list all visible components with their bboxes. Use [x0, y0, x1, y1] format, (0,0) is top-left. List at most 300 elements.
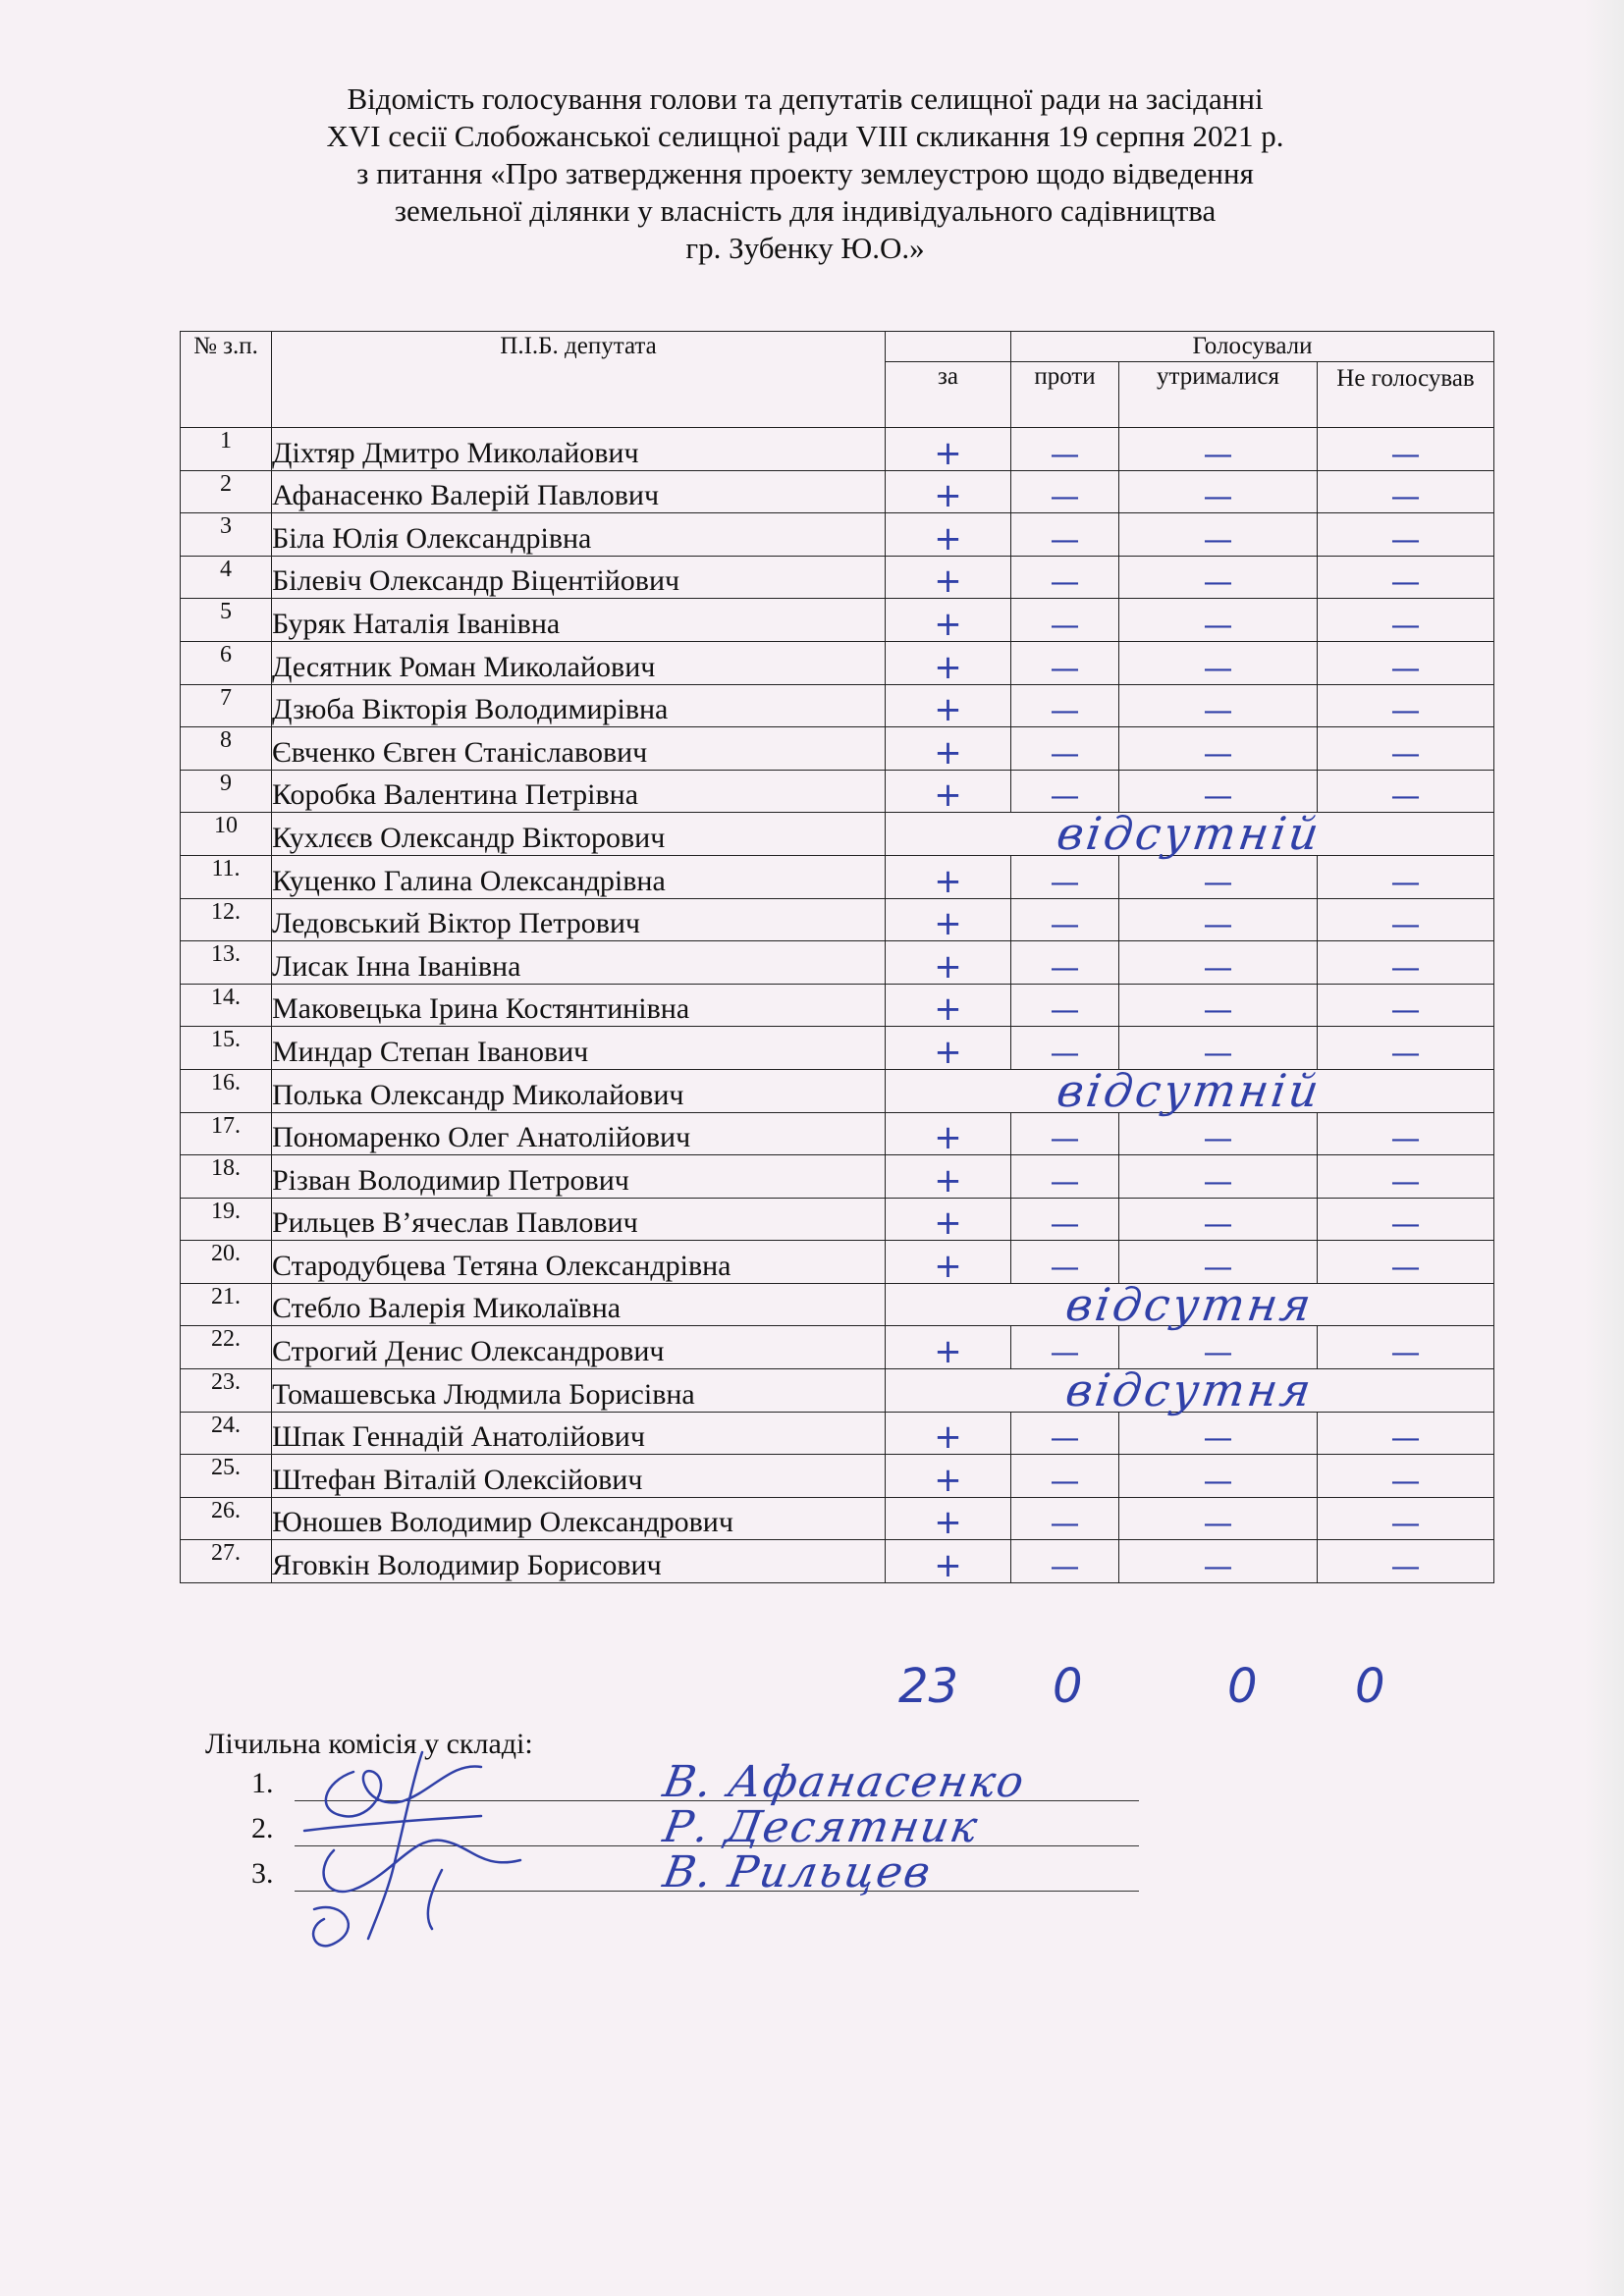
vote-za-cell — [886, 1455, 1011, 1498]
vote-za-cell — [886, 1540, 1011, 1586]
vote-proty-cell — [1011, 1155, 1119, 1199]
deputy-name: Полька Олександр Миколайович — [272, 1069, 886, 1112]
vote-proty-mark: — — [1050, 1336, 1080, 1371]
vote-utrymalysia-cell — [1119, 1241, 1318, 1284]
vote-proty-cell — [1011, 1412, 1119, 1455]
header-za: за — [886, 362, 1011, 428]
table-row — [181, 727, 1494, 771]
vote-ne-holosuvav-mark: — — [1390, 565, 1421, 601]
row-number: 25. — [181, 1455, 272, 1498]
vote-utrymalysia-cell — [1119, 470, 1318, 513]
vote-proty-mark: — — [1050, 1207, 1080, 1243]
row-number: 21. — [181, 1283, 272, 1326]
table-row — [181, 1369, 1494, 1413]
vote-za-mark: + — [934, 1546, 962, 1586]
vote-za-cell — [886, 1241, 1011, 1284]
vote-proty-mark: — — [1050, 736, 1080, 772]
vote-proty-mark: — — [1050, 950, 1080, 986]
absent-cell — [886, 1277, 1494, 1331]
vote-za-mark: + — [934, 604, 962, 644]
vote-ne-holosuvav-cell — [1318, 1412, 1494, 1455]
table-row — [181, 1412, 1494, 1455]
vote-proty-cell — [1011, 1455, 1119, 1498]
vote-utrymalysia-mark: — — [1203, 608, 1233, 643]
vote-ne-holosuvav-cell — [1318, 941, 1494, 985]
row-number: 24. — [181, 1412, 272, 1455]
vote-utrymalysia-cell — [1119, 556, 1318, 599]
vote-ne-holosuvav-mark: — — [1390, 1421, 1421, 1457]
vote-utrymalysia-mark: — — [1203, 1250, 1233, 1285]
vote-proty-mark: — — [1050, 1464, 1080, 1499]
commission-member-2 — [251, 1802, 983, 1852]
deputy-name: Різван Володимир Петрович — [272, 1155, 886, 1199]
vote-utrymalysia-mark: — — [1203, 865, 1233, 900]
vote-proty-cell — [1011, 599, 1119, 642]
vote-za-mark: + — [934, 1503, 962, 1543]
member-number: 2. — [251, 1812, 274, 1844]
vote-utrymalysia-mark: — — [1203, 694, 1233, 729]
deputy-name: Миндар Степан Іванович — [272, 1027, 886, 1070]
deputy-name: Томашевська Людмила Борисівна — [272, 1369, 886, 1413]
vote-utrymalysia-cell — [1119, 1027, 1318, 1070]
vote-za-cell — [886, 641, 1011, 687]
page-edge-shadow — [1585, 0, 1624, 2296]
vote-za-cell — [886, 1326, 1011, 1372]
vote-utrymalysia-mark: — — [1203, 480, 1233, 515]
member-signature-name: В. Рильцев — [659, 1847, 937, 1897]
deputy-name: Стародубцева Тетяна Олександрівна — [272, 1241, 886, 1284]
vote-za-mark: + — [934, 1417, 962, 1458]
vote-utrymalysia-mark: — — [1203, 950, 1233, 986]
vote-ne-holosuvav-cell — [1318, 1198, 1494, 1241]
vote-za-cell — [886, 470, 1011, 516]
vote-ne-holosuvav-mark: — — [1390, 608, 1421, 643]
vote-proty-cell — [1011, 727, 1119, 771]
table-row — [181, 1540, 1494, 1583]
commission-label: Лічильна комісія у складі: — [205, 1728, 533, 1760]
vote-proty-mark: — — [1050, 1550, 1080, 1585]
table-row — [181, 470, 1494, 513]
vote-proty-cell — [1011, 428, 1119, 471]
deputy-name: Лисак Інна Іванівна — [272, 941, 886, 985]
vote-utrymalysia-cell — [1119, 1198, 1318, 1241]
row-number: 17. — [181, 1112, 272, 1155]
vote-proty-cell — [1011, 984, 1119, 1027]
table-row — [181, 641, 1494, 684]
row-number: 2 — [181, 470, 272, 513]
row-number: 22. — [181, 1326, 272, 1369]
vote-ne-holosuvav-cell — [1318, 984, 1494, 1027]
vote-proty-mark: — — [1050, 437, 1080, 472]
row-number: 16. — [181, 1069, 272, 1112]
vote-ne-holosuvav-mark: — — [1390, 1164, 1421, 1200]
table-row — [181, 1241, 1494, 1284]
vote-proty-cell — [1011, 1540, 1119, 1583]
vote-utrymalysia-cell — [1119, 1455, 1318, 1498]
vote-utrymalysia-cell — [1119, 898, 1318, 941]
row-number: 8 — [181, 727, 272, 771]
table-row — [181, 684, 1494, 727]
table-row — [181, 599, 1494, 642]
vote-za-mark: + — [934, 861, 962, 901]
header-number: № з.п. — [181, 332, 272, 428]
vote-za-mark: + — [934, 1332, 962, 1372]
vote-ne-holosuvav-cell — [1318, 1540, 1494, 1583]
table-row — [181, 1198, 1494, 1241]
vote-utrymalysia-cell — [1119, 1412, 1318, 1455]
table-row — [181, 1069, 1494, 1112]
vote-za-cell — [886, 513, 1011, 557]
vote-ne-holosuvav-mark: — — [1390, 1550, 1421, 1585]
row-number: 4 — [181, 556, 272, 599]
absent-note: відсутня — [1061, 1362, 1318, 1416]
vote-proty-cell — [1011, 513, 1119, 557]
vote-proty-cell — [1011, 1241, 1119, 1284]
vote-proty-cell — [1011, 1198, 1119, 1241]
absent-cell — [886, 807, 1494, 861]
row-number: 26. — [181, 1497, 272, 1540]
vote-ne-holosuvav-cell — [1318, 470, 1494, 513]
vote-ne-holosuvav-cell — [1318, 855, 1494, 898]
row-number: 11. — [181, 855, 272, 898]
vote-ne-holosuvav-mark: — — [1390, 1507, 1421, 1542]
vote-ne-holosuvav-cell — [1318, 1455, 1494, 1498]
vote-utrymalysia-mark: — — [1203, 522, 1233, 558]
vote-ne-holosuvav-mark: — — [1390, 522, 1421, 558]
vote-ne-holosuvav-cell — [1318, 898, 1494, 941]
member-signature-name: В. Афанасенко — [659, 1757, 1030, 1807]
total-za: 23 — [898, 1659, 959, 1714]
header-ne-holosuvav: Не голосував — [1318, 362, 1494, 428]
vote-za-mark: + — [934, 561, 962, 602]
vote-utrymalysia-cell — [1119, 428, 1318, 471]
vote-utrymalysia-mark: — — [1203, 565, 1233, 601]
vote-proty-mark: — — [1050, 1164, 1080, 1200]
vote-utrymalysia-mark: — — [1203, 736, 1233, 772]
absent-cell — [886, 1362, 1494, 1416]
vote-ne-holosuvav-cell — [1318, 684, 1494, 727]
vote-ne-holosuvav-mark: — — [1390, 480, 1421, 515]
vote-za-cell — [886, 684, 1011, 730]
vote-proty-cell — [1011, 1497, 1119, 1540]
vote-proty-cell — [1011, 941, 1119, 985]
deputy-name: Пономаренко Олег Анатолійович — [272, 1112, 886, 1155]
header-blank — [886, 332, 1011, 362]
vote-za-mark: + — [934, 1032, 962, 1072]
table-row — [181, 1155, 1494, 1199]
voting-table-body — [181, 428, 1494, 1586]
vote-proty-cell — [1011, 470, 1119, 513]
row-number: 23. — [181, 1369, 272, 1413]
header-utrymalysia: утрималися — [1119, 362, 1318, 428]
vote-utrymalysia-cell — [1119, 855, 1318, 898]
vote-utrymalysia-cell — [1119, 941, 1318, 985]
title-line-2: XVI сесії Слобожанської селищної ради VIII скликання 19 серпня 2021 р. — [326, 119, 1284, 153]
vote-ne-holosuvav-mark: — — [1390, 651, 1421, 686]
vote-ne-holosuvav-mark: — — [1390, 736, 1421, 772]
vote-ne-holosuvav-mark: — — [1390, 1207, 1421, 1243]
totals-row — [0, 1659, 1624, 1718]
vote-proty-cell — [1011, 898, 1119, 941]
vote-za-cell — [886, 855, 1011, 901]
vote-proty-mark: — — [1050, 694, 1080, 729]
row-number: 12. — [181, 898, 272, 941]
row-number: 15. — [181, 1027, 272, 1070]
vote-ne-holosuvav-mark: — — [1390, 1036, 1421, 1071]
vote-za-mark: + — [934, 690, 962, 730]
handwritten-signatures-icon — [285, 1742, 560, 1958]
deputy-name: Строгий Денис Олександрович — [272, 1326, 886, 1369]
vote-proty-mark: — — [1050, 480, 1080, 515]
member-number: 3. — [251, 1857, 274, 1890]
vote-ne-holosuvav-cell — [1318, 1027, 1494, 1070]
vote-utrymalysia-cell — [1119, 641, 1318, 684]
vote-za-cell — [886, 770, 1011, 816]
title-line-1: Відомість голосування голови та депутатів селищної ради на засіданні — [347, 81, 1264, 116]
row-number: 1 — [181, 428, 272, 471]
vote-za-cell — [886, 1155, 1011, 1199]
vote-utrymalysia-mark: — — [1203, 1164, 1233, 1200]
table-row — [181, 941, 1494, 985]
vote-za-mark: + — [934, 1246, 962, 1286]
vote-proty-mark: — — [1050, 522, 1080, 558]
title-line-5: гр. Зубенку Ю.О.» — [685, 231, 925, 265]
vote-utrymalysia-mark: — — [1203, 1550, 1233, 1585]
vote-za-cell — [886, 556, 1011, 602]
vote-utrymalysia-mark: — — [1203, 908, 1233, 943]
table-row — [181, 428, 1494, 471]
deputy-name: Євченко Євген Станіславович — [272, 727, 886, 771]
vote-za-mark: + — [934, 476, 962, 516]
absent-cell — [886, 1063, 1494, 1117]
absent-note: відсутній — [1054, 1063, 1326, 1117]
member-number: 1. — [251, 1767, 274, 1799]
table-row — [181, 513, 1494, 557]
vote-utrymalysia-mark: — — [1203, 1122, 1233, 1157]
vote-utrymalysia-mark: — — [1203, 1464, 1233, 1499]
deputy-name: Стебло Валерія Миколаївна — [272, 1283, 886, 1326]
deputy-name: Біла Юлія Олександрівна — [272, 513, 886, 557]
vote-ne-holosuvav-cell — [1318, 727, 1494, 771]
commission-member-1 — [251, 1757, 1030, 1807]
vote-utrymalysia-mark: — — [1203, 651, 1233, 686]
table-row — [181, 984, 1494, 1027]
title-line-3: з питання «Про затвердження проекту землеустрою щодо відведення — [356, 156, 1254, 190]
deputy-name: Діхтяр Дмитро Миколайович — [272, 428, 886, 471]
vote-proty-mark: — — [1050, 1036, 1080, 1071]
vote-proty-cell — [1011, 855, 1119, 898]
vote-utrymalysia-cell — [1119, 1155, 1318, 1199]
deputy-name: Дзюба Вікторія Володимирівна — [272, 684, 886, 727]
vote-za-mark: + — [934, 1160, 962, 1201]
vote-za-mark: + — [934, 647, 962, 687]
vote-proty-mark: — — [1050, 1421, 1080, 1457]
row-number: 20. — [181, 1241, 272, 1284]
vote-ne-holosuvav-cell — [1318, 428, 1494, 471]
total-proty: 0 — [1053, 1659, 1083, 1714]
vote-proty-mark: — — [1050, 1122, 1080, 1157]
vote-ne-holosuvav-mark: — — [1390, 1464, 1421, 1499]
row-number: 19. — [181, 1198, 272, 1241]
vote-utrymalysia-cell — [1119, 1497, 1318, 1540]
table-row — [181, 1283, 1494, 1326]
table-row — [181, 1027, 1494, 1070]
vote-ne-holosuvav-mark: — — [1390, 908, 1421, 943]
vote-utrymalysia-mark: — — [1203, 1336, 1233, 1371]
deputy-name: Десятник Роман Миколайович — [272, 641, 886, 684]
vote-za-cell — [886, 1198, 1011, 1244]
vote-utrymalysia-cell — [1119, 684, 1318, 727]
vote-proty-mark: — — [1050, 1507, 1080, 1542]
vote-proty-mark: — — [1050, 651, 1080, 686]
vote-za-mark: + — [934, 732, 962, 773]
vote-proty-mark: — — [1050, 993, 1080, 1029]
vote-ne-holosuvav-cell — [1318, 1155, 1494, 1199]
vote-proty-cell — [1011, 1027, 1119, 1070]
deputy-name: Ледовський Віктор Петрович — [272, 898, 886, 941]
vote-ne-holosuvav-cell — [1318, 1112, 1494, 1155]
vote-ne-holosuvav-cell — [1318, 1326, 1494, 1369]
vote-za-mark: + — [934, 946, 962, 987]
vote-utrymalysia-mark: — — [1203, 1207, 1233, 1243]
vote-ne-holosuvav-mark: — — [1390, 694, 1421, 729]
vote-ne-holosuvav-mark: — — [1390, 779, 1421, 815]
deputy-name: Шпак Геннадій Анатолійович — [272, 1412, 886, 1455]
absent-note: відсутній — [1054, 807, 1326, 861]
vote-proty-mark: — — [1050, 865, 1080, 900]
vote-za-cell — [886, 727, 1011, 771]
vote-ne-holosuvav-cell — [1318, 1241, 1494, 1284]
table-row — [181, 556, 1494, 599]
vote-za-cell — [886, 1027, 1011, 1070]
member-signature-name: Р. Десятник — [659, 1802, 983, 1852]
vote-proty-cell — [1011, 556, 1119, 599]
vote-proty-cell — [1011, 1112, 1119, 1155]
vote-ne-holosuvav-cell — [1318, 770, 1494, 813]
vote-proty-mark: — — [1050, 908, 1080, 943]
vote-ne-holosuvav-cell — [1318, 556, 1494, 599]
document-title — [177, 80, 1434, 267]
vote-ne-holosuvav-cell — [1318, 599, 1494, 642]
table-row — [181, 1455, 1494, 1498]
vote-ne-holosuvav-cell — [1318, 1497, 1494, 1540]
deputy-name: Юношев Володимир Олександрович — [272, 1497, 886, 1540]
vote-za-cell — [886, 428, 1011, 471]
vote-utrymalysia-cell — [1119, 984, 1318, 1027]
vote-proty-mark: — — [1050, 779, 1080, 815]
vote-ne-holosuvav-mark: — — [1390, 1250, 1421, 1285]
deputy-name: Маковецька Ірина Костянтинівна — [272, 984, 886, 1027]
deputy-name: Рильцев В’ячеслав Павлович — [272, 1198, 886, 1241]
vote-ne-holosuvav-cell — [1318, 641, 1494, 684]
header-name: П.І.Б. депутата — [272, 332, 886, 428]
vote-ne-holosuvav-mark: — — [1390, 865, 1421, 900]
row-number: 13. — [181, 941, 272, 985]
row-number: 7 — [181, 684, 272, 727]
deputy-name: Кухлєєв Олександр Вікторович — [272, 813, 886, 856]
vote-za-mark: + — [934, 1203, 962, 1244]
row-number: 27. — [181, 1540, 272, 1583]
vote-ne-holosuvav-mark: — — [1390, 993, 1421, 1029]
vote-za-cell — [886, 1412, 1011, 1458]
table-row — [181, 898, 1494, 941]
row-number: 9 — [181, 770, 272, 813]
deputy-name: Коробка Валентина Петрівна — [272, 770, 886, 813]
vote-utrymalysia-mark: — — [1203, 993, 1233, 1029]
absent-note: відсутня — [1061, 1277, 1318, 1331]
title-line-4: земельної ділянки у власність для індивідуального садівництва — [394, 193, 1217, 228]
voting-table — [180, 331, 1494, 1586]
vote-za-cell — [886, 898, 1011, 944]
deputy-name: Штефан Віталій Олексійович — [272, 1455, 886, 1498]
deputy-name: Буряк Наталія Іванівна — [272, 599, 886, 642]
vote-utrymalysia-mark: — — [1203, 779, 1233, 815]
vote-proty-cell — [1011, 684, 1119, 727]
commission-member-3 — [251, 1847, 937, 1897]
deputy-name: Куценко Галина Олександрівна — [272, 855, 886, 898]
row-number: 18. — [181, 1155, 272, 1199]
vote-utrymalysia-cell — [1119, 599, 1318, 642]
vote-ne-holosuvav-mark: — — [1390, 437, 1421, 472]
header-voted: Голосували — [1011, 332, 1494, 362]
vote-utrymalysia-mark: — — [1203, 1507, 1233, 1542]
table-row — [181, 1497, 1494, 1540]
vote-utrymalysia-cell — [1119, 1112, 1318, 1155]
vote-za-cell — [886, 1112, 1011, 1158]
row-number: 14. — [181, 984, 272, 1027]
header-proty: проти — [1011, 362, 1119, 428]
vote-proty-mark: — — [1050, 608, 1080, 643]
vote-ne-holosuvav-mark: — — [1390, 1122, 1421, 1157]
deputy-name: Яговкін Володимир Борисович — [272, 1540, 886, 1583]
vote-utrymalysia-mark: — — [1203, 1036, 1233, 1071]
vote-za-mark: + — [934, 989, 962, 1030]
vote-ne-holosuvav-mark: — — [1390, 950, 1421, 986]
total-ne-holosuvav: 0 — [1355, 1659, 1385, 1714]
vote-za-cell — [886, 941, 1011, 985]
vote-za-mark: + — [934, 1118, 962, 1158]
vote-proty-mark: — — [1050, 1250, 1080, 1285]
vote-za-mark: + — [934, 904, 962, 944]
table-row — [181, 1112, 1494, 1155]
vote-utrymalysia-cell — [1119, 1540, 1318, 1583]
deputy-name: Афанасенко Валерій Павлович — [272, 470, 886, 513]
vote-utrymalysia-mark: — — [1203, 1421, 1233, 1457]
vote-za-cell — [886, 599, 1011, 642]
vote-za-mark: + — [934, 433, 962, 473]
vote-proty-cell — [1011, 641, 1119, 684]
row-number: 3 — [181, 513, 272, 557]
deputy-name: Білевіч Олександр Віцентійович — [272, 556, 886, 599]
table-row — [181, 813, 1494, 856]
row-number: 5 — [181, 599, 272, 642]
row-number: 10 — [181, 813, 272, 856]
vote-utrymalysia-cell — [1119, 727, 1318, 771]
vote-ne-holosuvav-cell — [1318, 513, 1494, 557]
vote-za-mark: + — [934, 518, 962, 559]
vote-za-mark: + — [934, 775, 962, 816]
total-utrymalysia: 0 — [1227, 1659, 1258, 1714]
vote-za-cell — [886, 1497, 1011, 1543]
vote-ne-holosuvav-mark: — — [1390, 1336, 1421, 1371]
row-number: 6 — [181, 641, 272, 684]
vote-za-cell — [886, 984, 1011, 1030]
vote-utrymalysia-mark: — — [1203, 437, 1233, 472]
vote-utrymalysia-cell — [1119, 513, 1318, 557]
vote-za-mark: + — [934, 1460, 962, 1500]
vote-proty-mark: — — [1050, 565, 1080, 601]
table-row — [181, 855, 1494, 898]
